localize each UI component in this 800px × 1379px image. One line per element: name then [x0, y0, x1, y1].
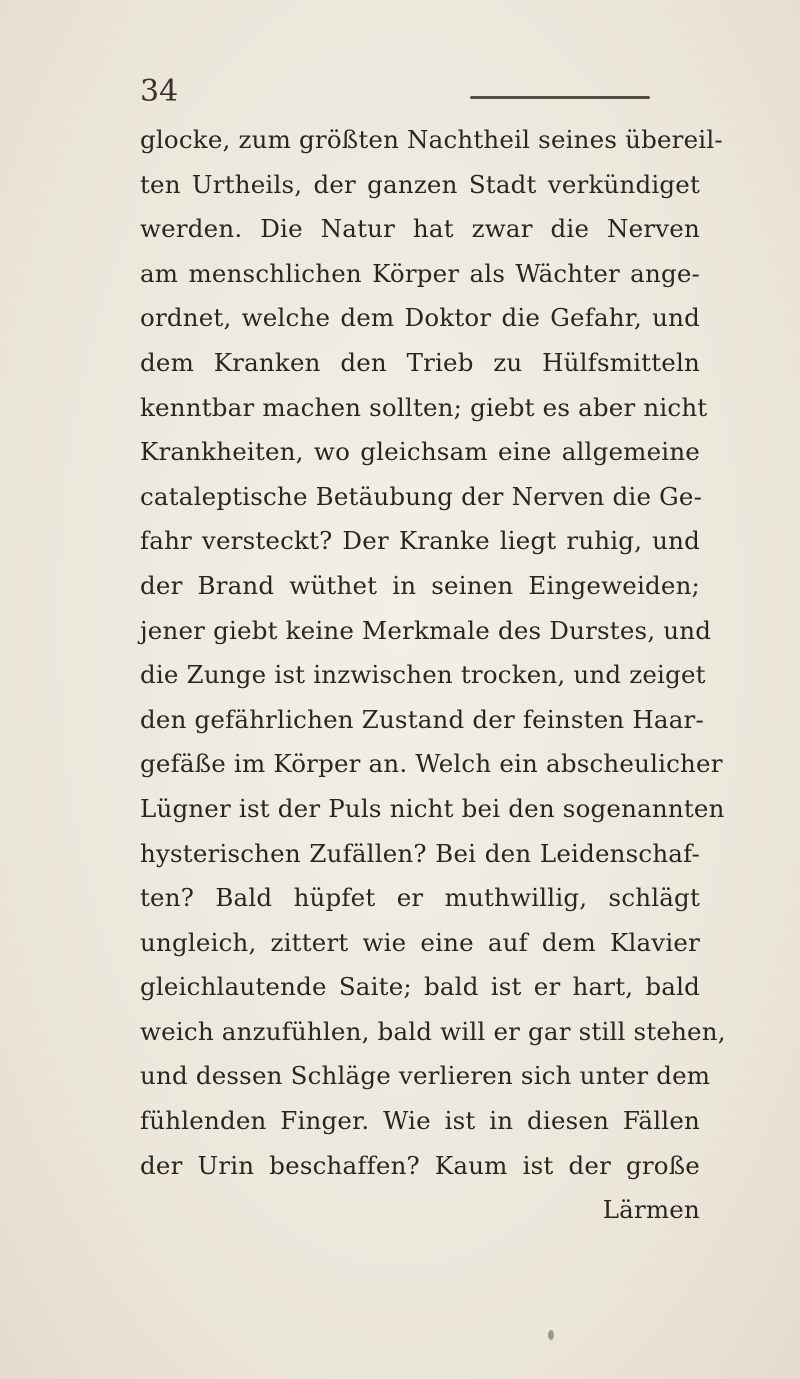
- text-line: Lügner ist der Puls nicht bei den sogenannten: [140, 793, 725, 823]
- text-line: am menschlichen Körper als Wächter ange-: [140, 258, 700, 288]
- text-line: weich anzufühlen, bald will er gar still stehen,: [140, 1016, 726, 1046]
- text-line: die Zunge ist inzwischen trocken, und zeiget: [140, 660, 706, 690]
- text-line: gleichlautende Saite; bald ist er hart, bald: [140, 972, 700, 1002]
- text-line: ordnet, welche dem Doktor die Gefahr, und: [140, 303, 700, 333]
- text-line: gefäße im Körper an. Welch ein abscheulicher: [140, 749, 723, 779]
- text-line: den gefährlichen Zustand der feinsten Haar-: [140, 704, 704, 734]
- body-text: [140, 118, 726, 1298]
- text-line: ten? Bald hüpfet er muthwillig, schlägt: [140, 883, 700, 913]
- page-header: [140, 72, 700, 112]
- text-line: und dessen Schläge verlieren sich unter dem: [140, 1061, 711, 1091]
- text-line: werden. Die Natur hat zwar die Nerven: [140, 214, 700, 244]
- paper-speck: [548, 1330, 554, 1340]
- text-line: fühlenden Finger. Wie ist in diesen Fällen: [140, 1106, 700, 1136]
- text-line: kenntbar machen sollten; giebt es aber nicht: [140, 392, 708, 422]
- text-line: ten Urtheils, der ganzen Stadt verkündiget: [140, 169, 700, 199]
- catchword: Lärmen: [602, 1195, 700, 1225]
- header-rule: [470, 96, 650, 99]
- text-line: dem Kranken den Trieb zu Hülfsmitteln: [140, 347, 700, 377]
- text-line: jener giebt keine Merkmale des Durstes, und: [140, 615, 712, 645]
- text-line: der Urin beschaffen? Kaum ist der große: [140, 1150, 700, 1180]
- text-line: fahr versteckt? Der Kranke liegt ruhig, und: [140, 526, 700, 556]
- text-line: hysterischen Zufällen? Bei den Leidenschaf-: [140, 838, 700, 868]
- text-line: glocke, zum größten Nachtheil seines übereil-: [140, 125, 723, 154]
- page-number: 34: [140, 74, 179, 109]
- text-line: ungleich, zittert wie eine auf dem Klavier: [140, 927, 700, 957]
- text-line: der Brand wüthet in seinen Eingeweiden;: [140, 570, 700, 600]
- text-line: Krankheiten, wo gleichsam eine allgemeine: [140, 437, 700, 467]
- text-line: cataleptische Betäubung der Nerven die Ge-: [140, 481, 703, 511]
